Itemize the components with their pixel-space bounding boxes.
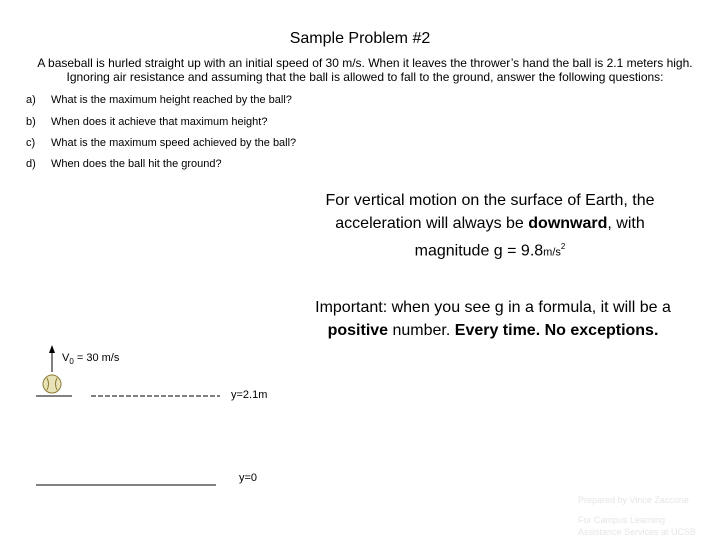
acceleration-note-line-1: For vertical motion on the surface of Earth, the <box>325 192 655 209</box>
velocity-symbol: V <box>62 352 70 364</box>
question-b-text: When does it achieve that maximum height? <box>51 116 268 128</box>
ground-label: y=0 <box>239 472 258 484</box>
important-note-line-1: Important: when you see g in a formula, it will be a <box>315 299 671 316</box>
question-a-text: What is the maximum height reached by the ball? <box>51 94 292 106</box>
unit-text: m/s <box>543 246 561 259</box>
credit-line-3: Assistance Services at UCSB <box>578 527 697 537</box>
note-text: number. <box>388 322 455 339</box>
velocity-arrow-head <box>49 345 55 353</box>
every-time-emphasis: Every time. No exceptions. <box>454 322 659 339</box>
question-a-letter: a) <box>26 94 36 106</box>
question-b-letter: b) <box>26 116 36 128</box>
release-height-label: y=2.1m <box>231 389 268 401</box>
downward-emphasis: downward <box>528 215 608 232</box>
velocity-value: = 30 m/s <box>73 352 120 364</box>
problem-line-2: Ignoring air resistance and assuming that the ball is allowed to fall to the ground, answer the following questions: <box>66 70 664 84</box>
note-text: magnitude g = 9.8 <box>414 242 544 260</box>
velocity-subscript: 0 <box>69 357 74 367</box>
unit-exponent: 2 <box>560 242 566 251</box>
question-d-letter: d) <box>26 158 36 170</box>
credit-line-1: Prepared by Vince Zaccone <box>578 495 689 505</box>
note-text: acceleration will always be <box>335 215 529 232</box>
problem-line-1: A baseball is hurled straight up with an initial speed of 30 m/s. When it leaves the thrower’s hand the ball is 2.1 meters high. <box>37 56 693 70</box>
initial-velocity-label <box>62 352 119 366</box>
question-c-text: What is the maximum speed achieved by the ball? <box>51 137 297 149</box>
credit-line-2: For Campus Learning <box>578 515 666 525</box>
baseball-icon <box>43 375 61 393</box>
question-c-letter: c) <box>26 137 36 149</box>
positive-emphasis: positive <box>327 322 389 339</box>
question-d-text: When does the ball hit the ground? <box>51 158 222 170</box>
page-title: Sample Problem #2 <box>289 30 431 47</box>
note-text: , with <box>607 215 645 232</box>
